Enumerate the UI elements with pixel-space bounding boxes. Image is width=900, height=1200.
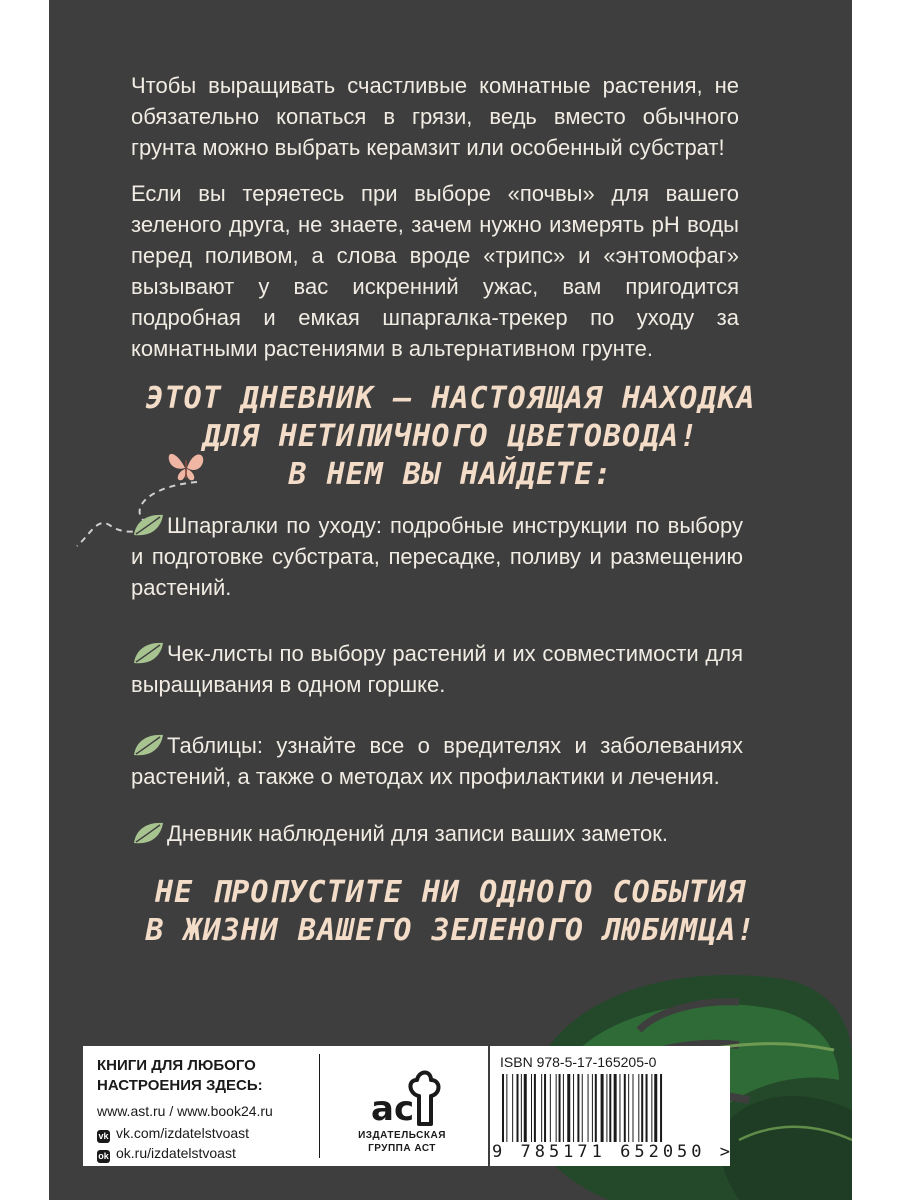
barcode-bar bbox=[567, 1074, 570, 1142]
vk-link-text: vk.com/izdatelstvoast bbox=[116, 1125, 250, 1141]
barcode-bar bbox=[606, 1074, 607, 1142]
barcode-bar bbox=[651, 1074, 652, 1142]
barcode-bar bbox=[521, 1074, 522, 1142]
vk-icon: vk bbox=[98, 1131, 109, 1141]
barcode-bar bbox=[573, 1074, 574, 1142]
barcode-bar bbox=[544, 1074, 546, 1142]
barcode-bar bbox=[641, 1074, 643, 1142]
feature-text: Дневник наблюдений для записи ваших заметок. bbox=[167, 821, 669, 846]
headline-diary-line-3: В НЕМ ВЫ НАЙДЕТЕ: bbox=[288, 457, 613, 492]
barcode-bar bbox=[534, 1074, 536, 1142]
barcode-bar bbox=[517, 1074, 519, 1142]
leaf-bullet-icon bbox=[131, 640, 165, 666]
barcode-bar bbox=[541, 1074, 542, 1142]
barcode-bar bbox=[512, 1074, 513, 1142]
books-title bbox=[97, 1056, 297, 1096]
headline-dont-miss bbox=[79, 874, 822, 950]
books-title-line-2: НАСТРОЕНИЯ ЗДЕСЬ: bbox=[97, 1077, 263, 1094]
feature-item-1 bbox=[131, 510, 743, 603]
barcode-bar bbox=[524, 1074, 527, 1142]
barcode-bar bbox=[559, 1074, 561, 1142]
barcode-bar bbox=[638, 1074, 639, 1142]
barcode-bar bbox=[654, 1074, 657, 1142]
barcode-bar bbox=[506, 1074, 507, 1142]
footer-divider bbox=[319, 1054, 320, 1158]
ok-link-text: ok.ru/izdatelstvoast bbox=[116, 1145, 236, 1161]
ok-link[interactable] bbox=[97, 1145, 236, 1163]
feature-item-2 bbox=[131, 638, 743, 700]
barcode-bar bbox=[601, 1074, 604, 1142]
headline-dont-miss-line-1: НЕ ПРОПУСТИТЕ НИ ОДНОГО СОБЫТИЯ bbox=[155, 875, 746, 910]
leaf-bullet-icon bbox=[131, 512, 165, 538]
barcode-bar bbox=[660, 1074, 662, 1142]
headline-dont-miss-line-2: В ЖИЗНИ ВАШЕГО ЗЕЛЕНОГО ЛЮБИМЦА! bbox=[145, 913, 756, 948]
feature-item-4 bbox=[131, 818, 743, 849]
barcode-bar bbox=[592, 1074, 593, 1142]
barcode-bar bbox=[531, 1074, 532, 1142]
books-title-line-1: КНИГИ ДЛЯ ЛЮБОГО bbox=[97, 1057, 256, 1074]
barcode-bar bbox=[582, 1074, 583, 1142]
barcode-bar bbox=[595, 1074, 597, 1142]
barcode-bar bbox=[577, 1074, 579, 1142]
publisher-line-2: ГРУППА АСТ bbox=[368, 1143, 436, 1154]
headline-diary-line-2: ДЛЯ НЕТИПИЧНОГО ЦВЕТОВОДА! bbox=[202, 419, 699, 454]
barcode-bar bbox=[628, 1074, 629, 1142]
headline-diary-line-1: ЭТОТ ДНЕВНИК — НАСТОЯЩАЯ НАХОДКА bbox=[145, 381, 756, 416]
barcode-bar bbox=[646, 1074, 648, 1142]
vk-link[interactable] bbox=[97, 1125, 249, 1143]
barcode-bar bbox=[609, 1074, 611, 1142]
leaf-bullet-icon bbox=[131, 732, 165, 758]
barcode-bar bbox=[619, 1074, 620, 1142]
publisher-line-1: ИЗДАТЕЛЬСКАЯ bbox=[358, 1130, 446, 1141]
publisher-name bbox=[327, 1129, 477, 1155]
barcode-box bbox=[490, 1046, 734, 1166]
barcode-bar bbox=[502, 1074, 504, 1142]
barcode-bar bbox=[556, 1074, 557, 1142]
feature-item-3 bbox=[131, 730, 743, 792]
butterfly-icon bbox=[165, 446, 207, 486]
feature-text: Чек-листы по выбору растений и их совместимости для выращивания в одном горшке. bbox=[131, 641, 743, 697]
barcode bbox=[502, 1074, 717, 1142]
barcode-bar bbox=[550, 1074, 551, 1142]
feature-text: Шпаргалки по уходу: подробные инструкции по выбору и подготовке субстрата, пересадке, поливу и размещению растений. bbox=[131, 513, 743, 600]
ok-icon: ok bbox=[98, 1151, 109, 1161]
barcode-bar bbox=[563, 1074, 564, 1142]
isbn-number: ISBN 978-5-17-165205-0 bbox=[500, 1054, 657, 1070]
logo-text: ac bbox=[371, 1089, 415, 1129]
websites-link[interactable]: www.ast.ru / www.book24.ru bbox=[97, 1103, 273, 1119]
barcode-bar bbox=[624, 1074, 626, 1142]
leaf-bullet-icon bbox=[131, 820, 165, 846]
back-cover bbox=[49, 0, 852, 1200]
barcode-bar bbox=[633, 1074, 634, 1142]
ean-digits: 9 785171 652050 > bbox=[492, 1142, 734, 1162]
barcode-bar bbox=[614, 1074, 617, 1142]
intro-paragraph-1: Чтобы выращивать счастливые комнатные растения, не обязательно копаться в грязи, ведь вместо обычного грунта можно выбрать керамзит или особенный субстрат! bbox=[131, 73, 739, 160]
barcode-bar bbox=[588, 1074, 589, 1142]
contacts-box bbox=[83, 1046, 488, 1166]
feature-text: Таблицы: узнайте все о вредителях и заболеваниях растений, а также о методах их профилактики и лечения. bbox=[131, 733, 743, 789]
intro-paragraph-2: Если вы теряетесь при выборе «почвы» для вашего зеленого друга, не знаете, зачем нужно измерять pH воды перед поливом, а слова вроде «трипс» и «энтомофаг» вызывают у вас искренний ужас, вам пригодится подробная и емкая шпаргалка-трекер по уходу за комнатными растениями в альтернативном грунте. bbox=[131, 181, 739, 361]
